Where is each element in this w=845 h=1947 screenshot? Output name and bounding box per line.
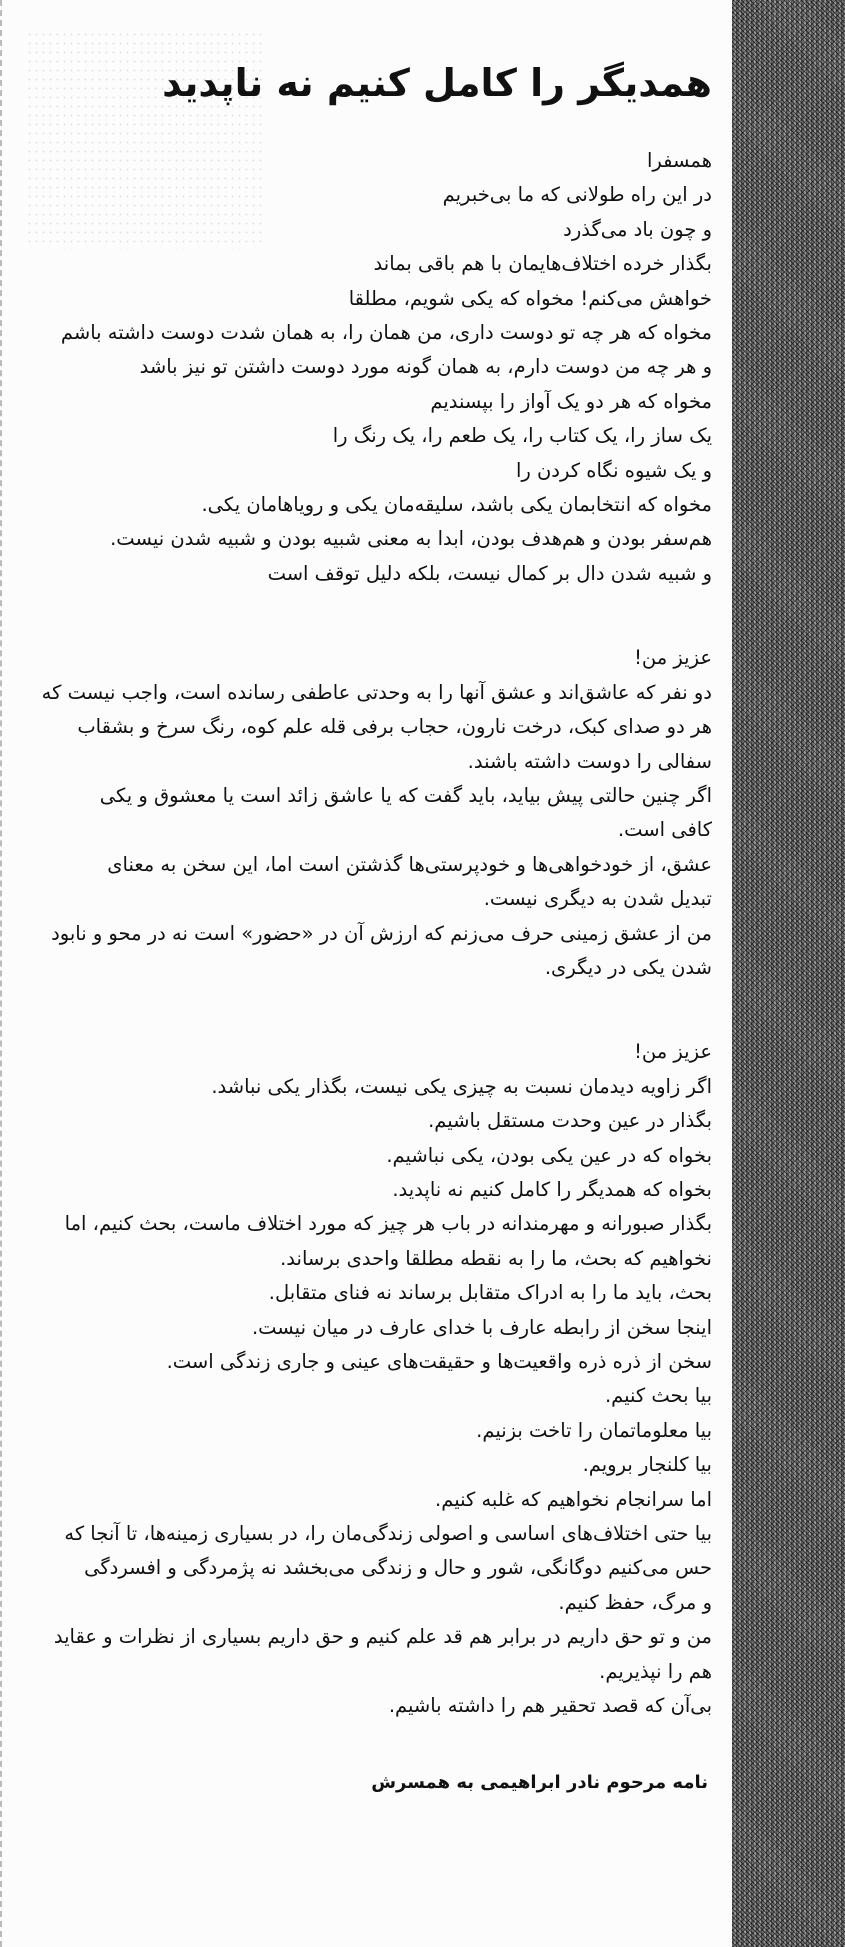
text-line: کافی است. <box>617 818 712 842</box>
text-line: مخواه که انتخابمان یکی باشد، سلیقه‌مان یکی و رویاهامان یکی. <box>201 493 712 517</box>
text-line: و هر چه من دوست دارم، به همان گونه مورد دوست داشتن تو نیز باشد <box>139 355 712 379</box>
text-line: اگر زاویه دیدمان نسبت به چیزی یکی نیست، بگذار یکی نباشد. <box>211 1074 712 1098</box>
text-line: بخواه که همدیگر را کامل کنیم نه ناپدید. <box>392 1177 712 1201</box>
text-line: هم‌سفر بودن و هم‌هدف بودن، ابدا به معنی شبیه بودن و شبیه شدن نیست. <box>110 527 712 551</box>
signature: نامه مرحوم نادر ابراهیمی به همسرش <box>371 1772 708 1794</box>
text-line: بگذار صبورانه و مهرمندانه در باب هر چیز که مورد اختلاف ماست، بحث کنیم، اما <box>64 1212 712 1236</box>
text-line: در این راه طولانی که ما بی‌خبریم <box>442 183 712 207</box>
text-line: هم را نپذیریم. <box>599 1659 712 1683</box>
text-line: اگر چنین حالتی پیش بیاید، باید گفت که یا عاشق زائد است یا معشوق و یکی <box>99 783 712 807</box>
text-line: و شبیه شدن دال بر کمال نیست، بلکه دلیل توقف است <box>267 561 712 585</box>
text-line: بحث، باید ما را به ادراک متقابل برساند نه فنای متقابل. <box>268 1281 712 1305</box>
text-line: من از عشق زمینی حرف می‌زنم که ارزش آن در «حضور» است نه در محو و نابود <box>51 921 712 945</box>
text-line: مخواه که هر دو یک آواز را بپسندیم <box>430 389 712 413</box>
scanned-edge-band <box>732 0 845 1947</box>
paragraph-3 <box>24 1035 716 1723</box>
text-line: و یک شیوه نگاه کردن را <box>515 458 712 482</box>
text-line: مخواه که هر چه تو دوست داری، من همان را، به همان شدت دوست داشته باشم <box>60 321 712 345</box>
text-line: عزیز من! <box>634 1040 712 1064</box>
text-line: و مرگ، حفظ کنیم. <box>558 1590 712 1614</box>
paragraph-2 <box>24 641 716 985</box>
text-line: بگذار خرده اختلاف‌هایمان با هم باقی بماند <box>373 252 712 276</box>
text-line: شدن یکی در دیگری. <box>544 955 712 979</box>
text-line: همسفرا <box>647 149 712 172</box>
text-line: بیا حتی اختلاف‌های اساسی و اصولی زندگی‌مان را، در بسیاری زمینه‌ها، تا آنجا که <box>64 1522 712 1546</box>
text-line: سفالی را دوست داشته باشند. <box>467 749 712 773</box>
text-line: دو نفر که عاشق‌اند و عشق آنها را به وحدتی عاطفی رسانده است، واجب نیست که <box>41 680 712 704</box>
text-line: عشق، از خودخواهی‌ها و خودپرستی‌ها گذشتن است اما، این سخن به معنای <box>107 852 712 876</box>
paragraph-1 <box>24 144 716 591</box>
text-line: بی‌آن که قصد تحقیر هم را داشته باشیم. <box>388 1694 712 1718</box>
text-line: بیا بحث کنیم. <box>604 1384 712 1408</box>
text-line: سخن از ذره ذره واقعیت‌ها و حقیقت‌های عینی و جاری زندگی است. <box>166 1350 712 1373</box>
article-title: همدیگر را کامل کنیم نه ناپدید <box>162 61 712 105</box>
text-line: خواهش می‌کنم! مخواه که یکی شویم، مطلقا <box>348 286 712 310</box>
text-line: و چون باد می‌گذرد <box>563 217 712 241</box>
text-line: هر دو صدای کبک، درخت نارون، حجاب برفی قله علم کوه، رنگ سرخ و بشقاب <box>77 715 712 739</box>
text-line: من و تو حق داریم در برابر هم قد علم کنیم و حق داریم بسیاری از نظرات و عقاید <box>53 1625 712 1649</box>
text-line: عزیز من! <box>634 646 712 670</box>
text-line: بیا کلنجار برویم. <box>582 1453 712 1477</box>
text-line: بیا معلوماتمان را تاخت بزنیم. <box>476 1418 712 1442</box>
text-line: اینجا سخن از رابطه عارف با خدای عارف در میان نیست. <box>251 1315 712 1339</box>
text-line: نخواهیم که بحث، ما را به نقطه مطلقا واحدی برساند. <box>280 1246 712 1270</box>
text-line: اما سرانجام نخواهیم که غلبه کنیم. <box>435 1487 712 1511</box>
text-line: بگذار در عین وحدت مستقل باشیم. <box>428 1109 712 1133</box>
text-line: بخواه که در عین یکی بودن، یکی نباشیم. <box>386 1143 712 1167</box>
article-column <box>24 28 716 1917</box>
text-line: تبدیل شدن به دیگری نیست. <box>483 887 712 911</box>
text-line: حس می‌کنیم دوگانگی، شور و حال و زندگی می‌بخشد نه پژمردگی و افسردگی <box>84 1556 712 1580</box>
text-line: یک ساز را، یک کتاب را، یک طعم را، یک رنگ را <box>332 424 712 448</box>
